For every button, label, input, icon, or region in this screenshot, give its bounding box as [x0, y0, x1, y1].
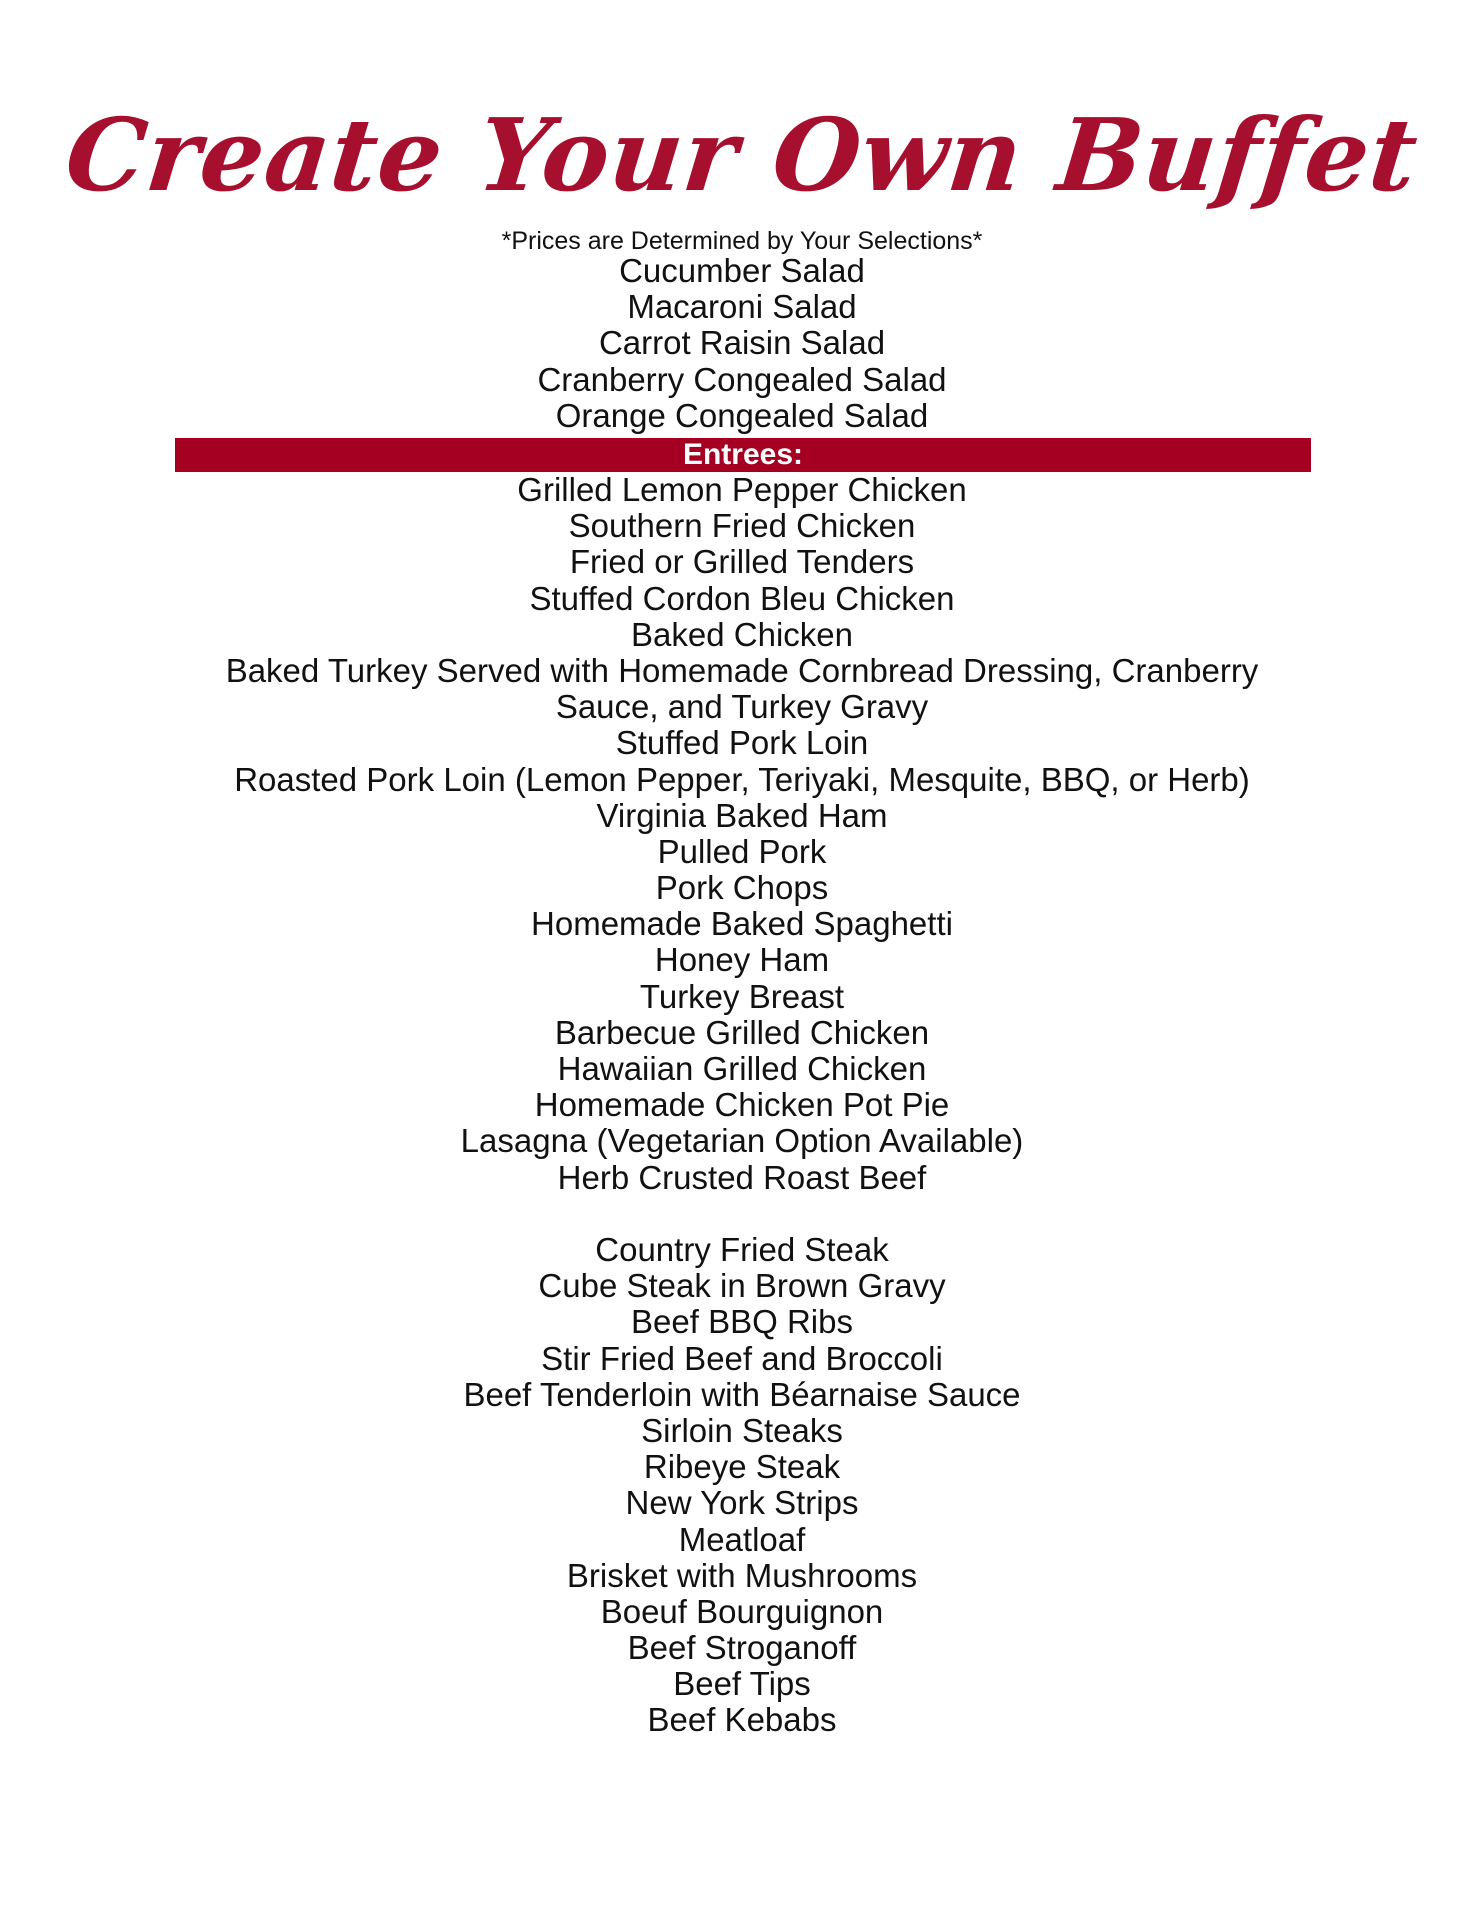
list-item: Herb Crusted Roast Beef: [557, 1158, 927, 1196]
list-item: Carrot Raisin Salad: [598, 324, 886, 362]
list-item: Southern Fried Chicken: [568, 507, 916, 545]
list-item: Orange Congealed Salad: [555, 396, 929, 434]
list-item: Stir Fried Beef and Broccoli: [541, 1339, 943, 1377]
price-note: *Prices are Determined by Your Selections*: [501, 227, 983, 255]
entree-list: [0, 472, 1484, 1196]
page-title: Create Your Own Buffet: [60, 96, 1424, 214]
list-item: Homemade Baked Spaghetti: [531, 905, 953, 943]
list-item: Fried or Grilled Tenders: [569, 543, 915, 581]
list-item: Grilled Lemon Pepper Chicken: [517, 471, 967, 508]
list-item: Virginia Baked Ham: [596, 796, 888, 834]
list-item: Cucumber Salad: [619, 252, 865, 289]
list-item: Stuffed Cordon Bleu Chicken: [529, 579, 955, 617]
list-item: Sauce, and Turkey Gravy: [555, 688, 929, 726]
list-item: Hawaiian Grilled Chicken: [557, 1050, 927, 1087]
list-item: Baked Chicken: [631, 615, 853, 653]
list-item: Country Fried Steak: [595, 1231, 889, 1268]
list-item: Sirloin Steaks: [641, 1411, 843, 1449]
list-item: Ribeye Steak: [643, 1448, 841, 1486]
list-item: Macaroni Salad: [627, 288, 857, 326]
list-item: Brisket with Mushrooms: [566, 1556, 918, 1594]
list-item: Baked Turkey Served with Homemade Cornbread Dressing, Cranberry: [225, 651, 1259, 689]
list-item: Cranberry Congealed Salad: [537, 360, 947, 398]
salad-list: [0, 253, 1484, 434]
list-item: Meatloaf: [678, 1520, 806, 1558]
list-item: Boeuf Bourguignon: [600, 1592, 884, 1630]
entrees-heading: Entrees:: [175, 438, 1311, 472]
list-item: Pulled Pork: [657, 832, 827, 870]
list-item: Cube Steak in Brown Gravy: [538, 1267, 946, 1305]
list-item: New York Strips: [625, 1484, 859, 1522]
list-item: Turkey Breast: [639, 977, 845, 1015]
list-item: Beef BBQ Ribs: [631, 1303, 853, 1341]
list-item: Pork Chops: [655, 869, 829, 907]
list-item: Barbecue Grilled Chicken: [554, 1013, 930, 1051]
list-item: Stuffed Pork Loin: [615, 724, 869, 762]
list-item: Lasagna (Vegetarian Option Available): [460, 1122, 1024, 1160]
list-item: Beef Stroganoff: [627, 1629, 857, 1667]
list-item: Beef Kebabs: [647, 1701, 837, 1739]
list-item: Homemade Chicken Pot Pie: [534, 1086, 950, 1124]
beef-list: [0, 1232, 1484, 1739]
list-item: Honey Ham: [654, 941, 830, 979]
list-item: Beef Tips: [673, 1665, 811, 1703]
list-item: Roasted Pork Loin (Lemon Pepper, Teriyaki, Mesquite, BBQ, or Herb): [234, 760, 1250, 798]
list-item: Beef Tenderloin with Béarnaise Sauce: [463, 1375, 1021, 1413]
